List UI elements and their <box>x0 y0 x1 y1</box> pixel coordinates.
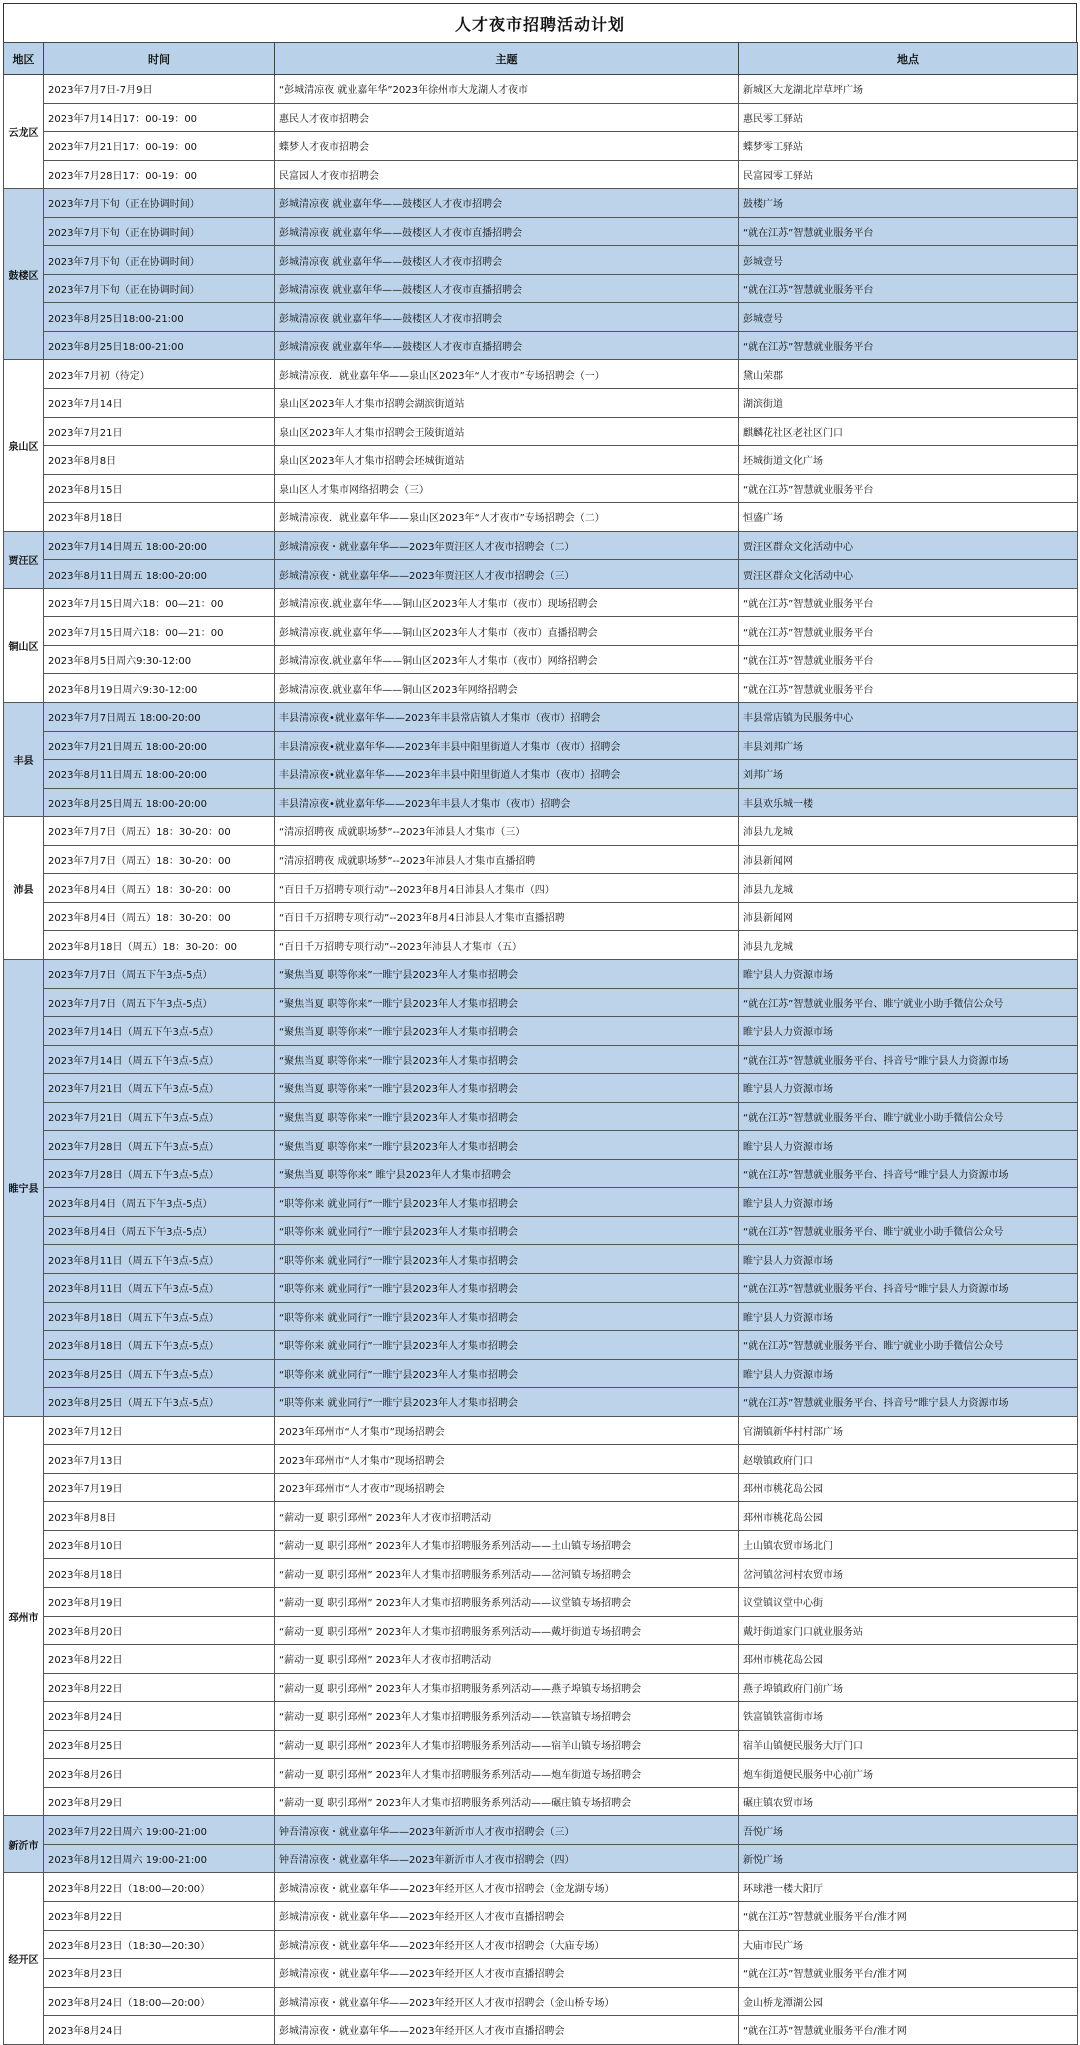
theme-cell: “薪动一夏 职引邳州” 2023年人才夜市招聘活动 <box>275 1645 739 1674</box>
location-cell: 沛县九龙城 <box>739 931 1078 960</box>
time-cell: 2023年8月19日周六9:30-12:00 <box>44 674 275 703</box>
time-cell: 2023年8月24日（18:00—20:00） <box>44 1987 275 2016</box>
location-cell: 睢宁县人力资源市场 <box>739 1017 1078 1046</box>
location-cell: 贾汪区群众文化活动中心 <box>739 531 1078 560</box>
region-cell: 邳州市 <box>4 1416 44 1816</box>
time-cell: 2023年8月24日 <box>44 2016 275 2045</box>
theme-cell: “百日千万招聘专项行动”--2023年沛县人才集市（五） <box>275 931 739 960</box>
table-row <box>4 2016 1078 2045</box>
location-cell: “就在江苏”智慧就业服务平台 <box>739 617 1078 646</box>
time-cell: 2023年7月下旬（正在协调时间） <box>44 217 275 246</box>
table-row <box>4 1844 1078 1873</box>
table-row <box>4 1530 1078 1559</box>
table-row <box>4 75 1078 104</box>
theme-cell: 彭城清凉夜 就业嘉年华——鼓楼区人才夜市直播招聘会 <box>275 331 739 360</box>
schedule-body <box>4 75 1078 2045</box>
location-cell: 彭城壹号 <box>739 303 1078 332</box>
time-cell: 2023年8月5日周六9:30-12:00 <box>44 645 275 674</box>
region-cell: 泉山区 <box>4 360 44 531</box>
table-row <box>4 417 1078 446</box>
table-row <box>4 1159 1078 1188</box>
table-row <box>4 1873 1078 1902</box>
table-row <box>4 217 1078 246</box>
time-cell: 2023年8月11日周五 18:00-20:00 <box>44 760 275 789</box>
location-cell: 土山镇农贸市场北门 <box>739 1530 1078 1559</box>
table-row <box>4 1730 1078 1759</box>
theme-cell: 彭城清凉夜.就业嘉年华——铜山区2023年人才集市（夜市）直播招聘会 <box>275 617 739 646</box>
theme-cell: 彭城清凉夜.就业嘉年华——铜山区2023年人才集市（夜市）现场招聘会 <box>275 588 739 617</box>
time-cell: 2023年8月25日（周五下午3点-5点） <box>44 1388 275 1417</box>
time-cell: 2023年8月24日 <box>44 1702 275 1731</box>
theme-cell: “职等你来 就业同行”一睢宁县2023年人才集市招聘会 <box>275 1273 739 1302</box>
time-cell: 2023年7月15日周六18：00—21：00 <box>44 617 275 646</box>
location-cell: 彭城壹号 <box>739 246 1078 275</box>
time-cell: 2023年8月25日18:00-21:00 <box>44 331 275 360</box>
time-cell: 2023年8月11日周五 18:00-20:00 <box>44 560 275 589</box>
theme-cell: “薪动一夏 职引邳州” 2023年人才集市招聘服务系列活动——碾庄镇专场招聘会 <box>275 1787 739 1816</box>
theme-cell: “职等你来 就业同行”一睢宁县2023年人才集市招聘会 <box>275 1245 739 1274</box>
table-row <box>4 1587 1078 1616</box>
table-row <box>4 246 1078 275</box>
theme-cell: 彭城清凉夜 就业嘉年华——鼓楼区人才夜市直播招聘会 <box>275 217 739 246</box>
time-cell: 2023年8月11日（周五下午3点-5点） <box>44 1273 275 1302</box>
table-row <box>4 874 1078 903</box>
time-cell: 2023年8月26日 <box>44 1759 275 1788</box>
location-cell: 黛山荣郡 <box>739 360 1078 389</box>
theme-cell: “百日千万招聘专项行动”--2023年8月4日沛县人才集市（四） <box>275 874 739 903</box>
time-cell: 2023年7月7日（周五）18：30-20：00 <box>44 817 275 846</box>
location-cell: “就在江苏”智慧就业服务平台、抖音号“睢宁县人力资源市场 <box>739 1159 1078 1188</box>
table-row <box>4 531 1078 560</box>
time-cell: 2023年8月22日 <box>44 1645 275 1674</box>
location-cell: 蝶梦零工驿站 <box>739 132 1078 161</box>
location-cell: 宿羊山镇便民服务大厅门口 <box>739 1730 1078 1759</box>
location-cell: 铁富镇铁富街市场 <box>739 1702 1078 1731</box>
location-cell: 新悦广场 <box>739 1844 1078 1873</box>
region-cell: 云龙区 <box>4 75 44 189</box>
theme-cell: “聚焦当夏 职等你来”一睢宁县2023年人才集市招聘会 <box>275 988 739 1017</box>
table-row <box>4 674 1078 703</box>
table-row <box>4 389 1078 418</box>
region-cell: 新沂市 <box>4 1816 44 1873</box>
time-cell: 2023年7月19日 <box>44 1473 275 1502</box>
time-cell: 2023年8月8日 <box>44 446 275 475</box>
theme-cell: 2023年邳州市“人才集市”现场招聘会 <box>275 1445 739 1474</box>
table-row <box>4 1559 1078 1588</box>
table-row <box>4 189 1078 218</box>
table-row <box>4 1473 1078 1502</box>
theme-cell: “薪动一夏 职引邳州” 2023年人才集市招聘服务系列活动——铁富镇专场招聘会 <box>275 1702 739 1731</box>
location-cell: 沛县新闻网 <box>739 902 1078 931</box>
time-cell: 2023年8月18日（周五下午3点-5点） <box>44 1331 275 1360</box>
location-cell: 沛县新闻网 <box>739 845 1078 874</box>
location-cell: “就在江苏”智慧就业服务平台 <box>739 645 1078 674</box>
header-region: 地区 <box>4 43 44 75</box>
location-cell: “就在江苏”智慧就业服务平台、抖音号“睢宁县人力资源市场 <box>739 1388 1078 1417</box>
location-cell: “就在江苏”智慧就业服务平台、睢宁就业小助手微信公众号 <box>739 988 1078 1017</box>
table-row <box>4 1930 1078 1959</box>
location-cell: 睢宁县人力资源市场 <box>739 1188 1078 1217</box>
time-cell: 2023年8月22日 <box>44 1673 275 1702</box>
schedule-table <box>3 42 1078 2045</box>
theme-cell: “职等你来 就业同行”一睢宁县2023年人才集市招聘会 <box>275 1216 739 1245</box>
theme-cell: “清凉招聘夜 成就职场梦”--2023年沛县人才集市直播招聘 <box>275 845 739 874</box>
theme-cell: 彭城清凉夜.就业嘉年华——铜山区2023年人才集市（夜市）网络招聘会 <box>275 645 739 674</box>
region-cell: 铜山区 <box>4 588 44 702</box>
theme-cell: 丰县清凉夜•就业嘉年华——2023年丰县中阳里街道人才集市（夜市）招聘会 <box>275 731 739 760</box>
region-cell: 鼓楼区 <box>4 189 44 360</box>
theme-cell: “薪动一夏 职引邳州” 2023年人才集市招聘服务系列活动——戴圩街道专场招聘会 <box>275 1616 739 1645</box>
table-row <box>4 1131 1078 1160</box>
table-row <box>4 474 1078 503</box>
location-cell: 邳州市桃花岛公园 <box>739 1645 1078 1674</box>
table-row <box>4 1188 1078 1217</box>
theme-cell: 丰县清凉夜•就业嘉年华——2023年丰县中阳里街道人才集市（夜市）招聘会 <box>275 760 739 789</box>
theme-cell: 彭城清凉夜 就业嘉年华——鼓楼区人才夜市直播招聘会 <box>275 274 739 303</box>
theme-cell: 彭城清凉夜．就业嘉年华——泉山区2023年“人才夜市”专场招聘会（二） <box>275 503 739 532</box>
time-cell: 2023年7月下旬（正在协调时间） <box>44 246 275 275</box>
location-cell: 邳州市桃花岛公园 <box>739 1473 1078 1502</box>
theme-cell: “薪动一夏 职引邳州” 2023年人才集市招聘服务系列活动——燕子埠镇专场招聘会 <box>275 1673 739 1702</box>
location-cell: 丰县欢乐城一楼 <box>739 788 1078 817</box>
table-row <box>4 1645 1078 1674</box>
location-cell: 鼓楼广场 <box>739 189 1078 218</box>
time-cell: 2023年8月22日（18:00—20:00） <box>44 1873 275 1902</box>
table-row <box>4 1074 1078 1103</box>
time-cell: 2023年8月18日 <box>44 503 275 532</box>
time-cell: 2023年8月29日 <box>44 1787 275 1816</box>
table-row <box>4 274 1078 303</box>
location-cell: 大庙市民广场 <box>739 1930 1078 1959</box>
table-row <box>4 1388 1078 1417</box>
location-cell: 邳州市桃花岛公园 <box>739 1502 1078 1531</box>
time-cell: 2023年7月下旬（正在协调时间） <box>44 189 275 218</box>
theme-cell: 钟吾清凉夜・就业嘉年华——2023年新沂市人才夜市招聘会（三） <box>275 1816 739 1845</box>
time-cell: 2023年7月14日（周五下午3点-5点） <box>44 1017 275 1046</box>
location-cell: “就在江苏”智慧就业服务平台、抖音号“睢宁县人力资源市场 <box>739 1045 1078 1074</box>
theme-cell: “职等你来 就业同行”一睢宁县2023年人才集市招聘会 <box>275 1388 739 1417</box>
location-cell: 刘邦广场 <box>739 760 1078 789</box>
time-cell: 2023年7月7日（周五）18：30-20：00 <box>44 845 275 874</box>
location-cell: 燕子埠镇政府门前广场 <box>739 1673 1078 1702</box>
theme-cell: “清凉招聘夜 成就职场梦”--2023年沛县人才集市（三） <box>275 817 739 846</box>
theme-cell: “职等你来 就业同行”一睢宁县2023年人才集市招聘会 <box>275 1302 739 1331</box>
header-row <box>4 43 1078 75</box>
table-row <box>4 1331 1078 1360</box>
theme-cell: 彭城清凉夜 就业嘉年华——鼓楼区人才夜市招聘会 <box>275 246 739 275</box>
table-row <box>4 617 1078 646</box>
theme-cell: “薪动一夏 职引邳州” 2023年人才集市招聘服务系列活动——炮车街道专场招聘会 <box>275 1759 739 1788</box>
theme-cell: “聚焦当夏 职等你来”一睢宁县2023年人才集市招聘会 <box>275 1017 739 1046</box>
region-cell: 贾汪区 <box>4 531 44 588</box>
location-cell: 环球港一楼大阳厅 <box>739 1873 1078 1902</box>
theme-cell: 蝶梦人才夜市招聘会 <box>275 132 739 161</box>
table-row <box>4 1302 1078 1331</box>
table-row <box>4 1245 1078 1274</box>
schedule-document <box>3 3 1077 2045</box>
table-row <box>4 1216 1078 1245</box>
location-cell: 睢宁县人力资源市场 <box>739 1131 1078 1160</box>
table-row <box>4 446 1078 475</box>
location-cell: 官湖镇新华村村部广场 <box>739 1416 1078 1445</box>
time-cell: 2023年8月18日（周五）18：30-20：00 <box>44 931 275 960</box>
theme-cell: “职等你来 就业同行”一睢宁县2023年人才集市招聘会 <box>275 1331 739 1360</box>
region-cell: 丰县 <box>4 703 44 817</box>
theme-cell: 彭城清凉夜・就业嘉年华——2023年贾汪区人才夜市招聘会（二） <box>275 531 739 560</box>
theme-cell: “百日千万招聘专项行动”--2023年8月4日沛县人才集市直播招聘 <box>275 902 739 931</box>
table-row <box>4 1702 1078 1731</box>
theme-cell: “薪动一夏 职引邳州” 2023年人才集市招聘服务系列活动——岔河镇专场招聘会 <box>275 1559 739 1588</box>
theme-cell: 2023年邳州市“人才集市”现场招聘会 <box>275 1416 739 1445</box>
time-cell: 2023年7月21日 <box>44 417 275 446</box>
time-cell: 2023年8月25日 <box>44 1730 275 1759</box>
time-cell: 2023年7月7日（周五下午3点-5点） <box>44 988 275 1017</box>
document-title: 人才夜市招聘活动计划 <box>3 3 1077 42</box>
theme-cell: 彭城清凉夜・就业嘉年华——2023年经开区人才夜市直播招聘会 <box>275 1902 739 1931</box>
time-cell: 2023年7月15日周六18：00—21：00 <box>44 588 275 617</box>
location-cell: 炮车街道便民服务中心前广场 <box>739 1759 1078 1788</box>
time-cell: 2023年7月28日（周五下午3点-5点） <box>44 1159 275 1188</box>
table-row <box>4 645 1078 674</box>
location-cell: “就在江苏”智慧就业服务平台、抖音号“睢宁县人力资源市场 <box>739 1273 1078 1302</box>
theme-cell: 泉山区人才集市网络招聘会（三） <box>275 474 739 503</box>
location-cell: 沛县九龙城 <box>739 817 1078 846</box>
theme-cell: “薪动一夏 职引邳州” 2023年人才集市招聘服务系列活动——宿羊山镇专场招聘会 <box>275 1730 739 1759</box>
table-row <box>4 959 1078 988</box>
theme-cell: 泉山区2023年人才集市招聘会湖滨街道站 <box>275 389 739 418</box>
table-row <box>4 560 1078 589</box>
theme-cell: 惠民人才夜市招聘会 <box>275 103 739 132</box>
time-cell: 2023年7月21日17：00-19：00 <box>44 132 275 161</box>
theme-cell: 彭城清凉夜.就业嘉年华——铜山区2023年网络招聘会 <box>275 674 739 703</box>
time-cell: 2023年7月14日（周五下午3点-5点） <box>44 1045 275 1074</box>
time-cell: 2023年7月28日17：00-19：00 <box>44 160 275 189</box>
time-cell: 2023年8月25日18:00-21:00 <box>44 303 275 332</box>
table-row <box>4 1416 1078 1445</box>
theme-cell: 彭城清凉夜 就业嘉年华——鼓楼区人才夜市招聘会 <box>275 303 739 332</box>
time-cell: 2023年7月7日周五 18:00-20:00 <box>44 703 275 732</box>
time-cell: 2023年8月15日 <box>44 474 275 503</box>
location-cell: “就在江苏”智慧就业服务平台 <box>739 474 1078 503</box>
table-row <box>4 703 1078 732</box>
theme-cell: 丰县清凉夜•就业嘉年华——2023年丰县常店镇人才集市（夜市）招聘会 <box>275 703 739 732</box>
table-row <box>4 1273 1078 1302</box>
time-cell: 2023年7月22日周六 19:00-21:00 <box>44 1816 275 1845</box>
time-cell: 2023年8月4日（周五下午3点-5点） <box>44 1188 275 1217</box>
time-cell: 2023年7月21日（周五下午3点-5点） <box>44 1074 275 1103</box>
location-cell: “就在江苏”智慧就业服务平台、睢宁就业小助手微信公众号 <box>739 1102 1078 1131</box>
theme-cell: “聚焦当夏 职等你来”一睢宁县2023年人才集市招聘会 <box>275 1045 739 1074</box>
table-row <box>4 1673 1078 1702</box>
location-cell: 睢宁县人力资源市场 <box>739 1359 1078 1388</box>
time-cell: 2023年8月23日（18:30—20:30） <box>44 1930 275 1959</box>
table-row <box>4 303 1078 332</box>
location-cell: 湖滨街道 <box>739 389 1078 418</box>
header-location: 地点 <box>739 43 1078 75</box>
time-cell: 2023年7月下旬（正在协调时间） <box>44 274 275 303</box>
location-cell: 惠民零工驿站 <box>739 103 1078 132</box>
theme-cell: 彭城清凉夜・就业嘉年华——2023年经开区人才夜市直播招聘会 <box>275 1959 739 1988</box>
location-cell: 吾悦广场 <box>739 1816 1078 1845</box>
time-cell: 2023年8月19日 <box>44 1587 275 1616</box>
time-cell: 2023年8月4日（周五）18：30-20：00 <box>44 902 275 931</box>
theme-cell: 泉山区2023年人才集市招聘会王陵街道站 <box>275 417 739 446</box>
location-cell: “就在江苏”智慧就业服务平台/淮才网 <box>739 1902 1078 1931</box>
table-row <box>4 845 1078 874</box>
theme-cell: 彭城清凉夜．就业嘉年华——泉山区2023年“人才夜市”专场招聘会（一） <box>275 360 739 389</box>
table-row <box>4 1616 1078 1645</box>
theme-cell: “薪动一夏 职引邳州” 2023年人才夜市招聘活动 <box>275 1502 739 1531</box>
theme-cell: 泉山区2023年人才集市招聘会坯城街道站 <box>275 446 739 475</box>
theme-cell: 钟吾清凉夜・就业嘉年华——2023年新沂市人才夜市招聘会（四） <box>275 1844 739 1873</box>
location-cell: “就在江苏”智慧就业服务平台 <box>739 331 1078 360</box>
location-cell: 丰县常店镇为民服务中心 <box>739 703 1078 732</box>
table-row <box>4 1359 1078 1388</box>
location-cell: “就在江苏”智慧就业服务平台、睢宁就业小助手微信公众号 <box>739 1331 1078 1360</box>
location-cell: “就在江苏”智慧就业服务平台、睢宁就业小助手微信公众号 <box>739 1216 1078 1245</box>
header-theme: 主题 <box>275 43 739 75</box>
time-cell: 2023年7月12日 <box>44 1416 275 1445</box>
theme-cell: 民富园人才夜市招聘会 <box>275 160 739 189</box>
theme-cell: 彭城清凉夜・就业嘉年华——2023年经开区人才夜市招聘会（大庙专场） <box>275 1930 739 1959</box>
table-row <box>4 788 1078 817</box>
location-cell: “就在江苏”智慧就业服务平台/淮才网 <box>739 2016 1078 2045</box>
table-row <box>4 817 1078 846</box>
location-cell: 赵墩镇政府门口 <box>739 1445 1078 1474</box>
time-cell: 2023年7月7日（周五下午3点-5点） <box>44 959 275 988</box>
location-cell: 岔河镇岔河村农贸市场 <box>739 1559 1078 1588</box>
location-cell: 睢宁县人力资源市场 <box>739 1074 1078 1103</box>
table-row <box>4 1445 1078 1474</box>
location-cell: “就在江苏”智慧就业服务平台/淮才网 <box>739 1959 1078 1988</box>
time-cell: 2023年7月14日 <box>44 389 275 418</box>
table-row <box>4 931 1078 960</box>
table-row <box>4 1017 1078 1046</box>
theme-cell: 彭城清凉夜・就业嘉年华——2023年贾汪区人才夜市招聘会（三） <box>275 560 739 589</box>
location-cell: 沛县九龙城 <box>739 874 1078 903</box>
theme-cell: 彭城清凉夜・就业嘉年华——2023年经开区人才夜市直播招聘会 <box>275 2016 739 2045</box>
table-row <box>4 1902 1078 1931</box>
time-cell: 2023年8月18日 <box>44 1559 275 1588</box>
location-cell: “就在江苏”智慧就业服务平台 <box>739 217 1078 246</box>
theme-cell: 彭城清凉夜・就业嘉年华——2023年经开区人才夜市招聘会（金山桥专场） <box>275 1987 739 2016</box>
location-cell: 睢宁县人力资源市场 <box>739 959 1078 988</box>
location-cell: 麒麟花社区老社区门口 <box>739 417 1078 446</box>
table-row <box>4 1959 1078 1988</box>
theme-cell: 2023年邳州市“人才夜市”现场招聘会 <box>275 1473 739 1502</box>
time-cell: 2023年8月11日（周五下午3点-5点） <box>44 1245 275 1274</box>
table-row <box>4 1787 1078 1816</box>
theme-cell: “职等你来 就业同行”一睢宁县2023年人才集市招聘会 <box>275 1188 739 1217</box>
table-row <box>4 503 1078 532</box>
time-cell: 2023年7月21日（周五下午3点-5点） <box>44 1102 275 1131</box>
time-cell: 2023年7月13日 <box>44 1445 275 1474</box>
time-cell: 2023年8月12日周六 19:00-21:00 <box>44 1844 275 1873</box>
time-cell: 2023年8月10日 <box>44 1530 275 1559</box>
theme-cell: “职等你来 就业同行”一睢宁县2023年人才集市招聘会 <box>275 1359 739 1388</box>
table-row <box>4 160 1078 189</box>
region-cell: 沛县 <box>4 817 44 960</box>
location-cell: 睢宁县人力资源市场 <box>739 1302 1078 1331</box>
time-cell: 2023年7月初（待定） <box>44 360 275 389</box>
location-cell: 金山桥龙潭湖公园 <box>739 1987 1078 2016</box>
time-cell: 2023年8月23日 <box>44 1959 275 1988</box>
theme-cell: 丰县清凉夜•就业嘉年华——2023年丰县人才集市（夜市）招聘会 <box>275 788 739 817</box>
location-cell: 睢宁县人力资源市场 <box>739 1245 1078 1274</box>
time-cell: 2023年8月20日 <box>44 1616 275 1645</box>
theme-cell: “彭城清凉夜 就业嘉年华”2023年徐州市大龙湖人才夜市 <box>275 75 739 104</box>
table-row <box>4 132 1078 161</box>
location-cell: 民富园零工驿站 <box>739 160 1078 189</box>
table-row <box>4 588 1078 617</box>
location-cell: 恒盛广场 <box>739 503 1078 532</box>
table-row <box>4 1816 1078 1845</box>
table-row <box>4 1759 1078 1788</box>
table-row <box>4 331 1078 360</box>
table-row <box>4 1045 1078 1074</box>
time-cell: 2023年8月18日（周五下午3点-5点） <box>44 1302 275 1331</box>
table-row <box>4 988 1078 1017</box>
time-cell: 2023年7月28日（周五下午3点-5点） <box>44 1131 275 1160</box>
location-cell: “就在江苏”智慧就业服务平台 <box>739 674 1078 703</box>
theme-cell: “聚焦当夏 职等你来”一睢宁县2023年人才集市招聘会 <box>275 959 739 988</box>
table-row <box>4 760 1078 789</box>
table-row <box>4 1987 1078 2016</box>
time-cell: 2023年7月14日周五 18:00-20:00 <box>44 531 275 560</box>
location-cell: “就在江苏”智慧就业服务平台 <box>739 274 1078 303</box>
location-cell: “就在江苏”智慧就业服务平台 <box>739 588 1078 617</box>
location-cell: 议堂镇议堂中心街 <box>739 1587 1078 1616</box>
table-row <box>4 103 1078 132</box>
theme-cell: “聚焦当夏 职等你来”一睢宁县2023年人才集市招聘会 <box>275 1102 739 1131</box>
time-cell: 2023年8月8日 <box>44 1502 275 1531</box>
theme-cell: “聚焦当夏 职等你来”一睢宁县2023年人才集市招聘会 <box>275 1131 739 1160</box>
region-cell: 睢宁县 <box>4 959 44 1416</box>
location-cell: 贾汪区群众文化活动中心 <box>739 560 1078 589</box>
theme-cell: “聚焦当夏 职等你来”一睢宁县2023年人才集市招聘会 <box>275 1074 739 1103</box>
time-cell: 2023年7月14日17：00-19：00 <box>44 103 275 132</box>
theme-cell: “聚焦当夏 职等你来” 睢宁县2023年人才集市招聘会 <box>275 1159 739 1188</box>
region-cell: 经开区 <box>4 1873 44 2044</box>
header-time: 时间 <box>44 43 275 75</box>
location-cell: 丰县刘邦广场 <box>739 731 1078 760</box>
location-cell: 戴圩街道家门口就业服务站 <box>739 1616 1078 1645</box>
time-cell: 2023年8月25日周五 18:00-20:00 <box>44 788 275 817</box>
theme-cell: “薪动一夏 职引邳州” 2023年人才集市招聘服务系列活动——议堂镇专场招聘会 <box>275 1587 739 1616</box>
table-row <box>4 731 1078 760</box>
time-cell: 2023年7月21日周五 18:00-20:00 <box>44 731 275 760</box>
theme-cell: 彭城清凉夜 就业嘉年华——鼓楼区人才夜市招聘会 <box>275 189 739 218</box>
table-row <box>4 902 1078 931</box>
location-cell: 新城区大龙湖北岸草坪广场 <box>739 75 1078 104</box>
theme-cell: “薪动一夏 职引邳州” 2023年人才集市招聘服务系列活动——土山镇专场招聘会 <box>275 1530 739 1559</box>
table-row <box>4 1502 1078 1531</box>
time-cell: 2023年7月7日-7月9日 <box>44 75 275 104</box>
location-cell: 碾庄镇农贸市场 <box>739 1787 1078 1816</box>
table-row <box>4 360 1078 389</box>
time-cell: 2023年8月4日（周五下午3点-5点） <box>44 1216 275 1245</box>
table-row <box>4 1102 1078 1131</box>
time-cell: 2023年8月22日 <box>44 1902 275 1931</box>
time-cell: 2023年8月4日（周五）18：30-20：00 <box>44 874 275 903</box>
time-cell: 2023年8月25日（周五下午3点-5点） <box>44 1359 275 1388</box>
theme-cell: 彭城清凉夜・就业嘉年华——2023年经开区人才夜市招聘会（金龙湖专场） <box>275 1873 739 1902</box>
location-cell: 坯城街道文化广场 <box>739 446 1078 475</box>
